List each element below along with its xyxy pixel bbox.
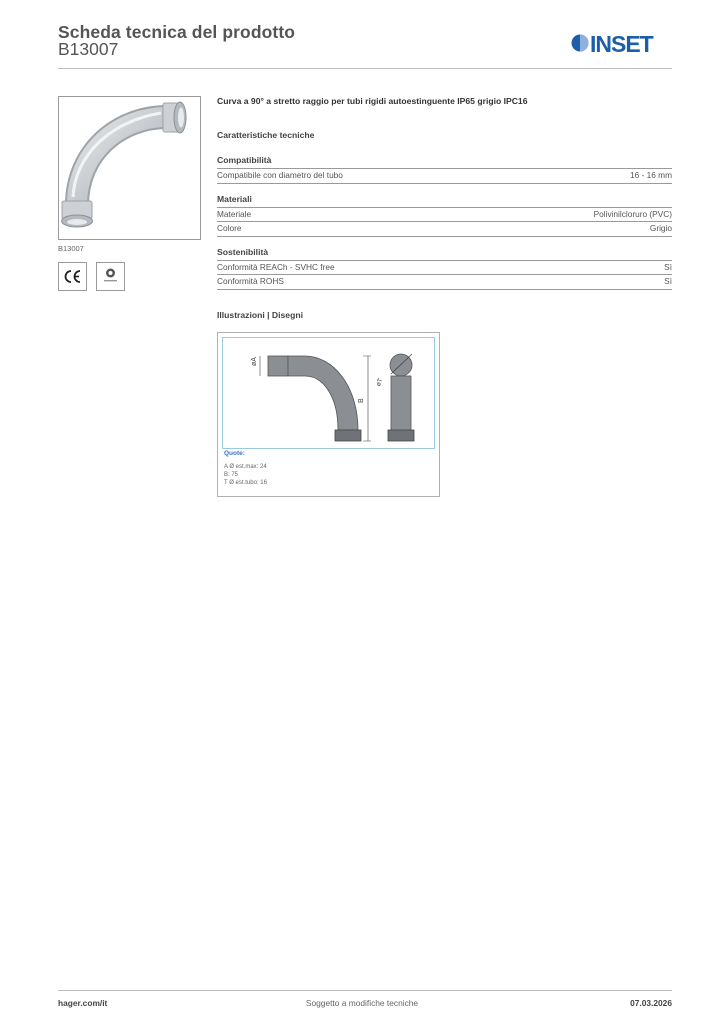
quote-label: Quote: xyxy=(224,450,245,457)
footer-divider xyxy=(58,990,672,991)
quote-line: A Ø est.max: 24 xyxy=(224,464,267,470)
specs-title: Caratteristiche tecniche xyxy=(217,130,315,140)
spec-row xyxy=(217,222,672,237)
page-title: Scheda tecnica del prodotto xyxy=(58,22,296,42)
dim-label-t: øT xyxy=(375,377,385,388)
spec-content xyxy=(217,96,672,320)
footer-note: Soggetto a modifiche tecniche xyxy=(305,998,419,1008)
group-label-sustainability: Sostenibilità xyxy=(217,247,672,261)
spec-name: Materiale xyxy=(217,208,252,219)
product-photo xyxy=(58,96,201,240)
group-label-materials: Materiali xyxy=(217,194,672,208)
spec-value: Sì xyxy=(664,261,672,272)
spec-name: Colore xyxy=(217,223,242,233)
quote-line: T Ø est.tubo: 16 xyxy=(224,480,267,486)
ce-mark-icon xyxy=(58,262,87,291)
illustrations-title: Illustrazioni | Disegni xyxy=(217,309,303,320)
product-code: B13007 xyxy=(58,39,119,59)
dim-label-b: B xyxy=(358,398,365,403)
group-label-compatibility: Compatibilità xyxy=(217,155,672,169)
header-divider xyxy=(58,68,672,69)
footer-date: 07.03.2026 xyxy=(630,998,672,1008)
spec-name: Compatibile con diametro del tubo xyxy=(217,170,343,180)
spec-value: Grigio xyxy=(649,223,672,233)
spec-row xyxy=(217,208,672,223)
spec-row xyxy=(217,261,672,276)
spec-value: 16 - 16 mm xyxy=(630,170,672,180)
inset-logo xyxy=(571,30,673,56)
spec-value: Sì xyxy=(664,276,672,286)
spec-row xyxy=(217,275,672,290)
photo-caption: B13007 xyxy=(58,244,84,253)
spec-value: Polivinilcloruro (PVC) xyxy=(593,208,672,219)
dim-label-a: øA xyxy=(251,357,258,366)
technical-drawing xyxy=(217,332,440,497)
drawing-frame xyxy=(222,337,435,449)
logo-text: INSET xyxy=(590,31,653,56)
ecolabel-icon xyxy=(96,262,125,291)
spec-row xyxy=(217,169,672,184)
spec-name: Conformità REACh - SVHC free xyxy=(217,261,335,272)
footer-website: hager.com/it xyxy=(58,998,108,1008)
quote-line: B: 75 xyxy=(224,472,239,478)
spec-name: Conformità ROHS xyxy=(217,276,284,286)
product-description: Curva a 90° a stretto raggio per tubi rigidi autoestinguente IP65 grigio IPC16 xyxy=(217,96,528,106)
